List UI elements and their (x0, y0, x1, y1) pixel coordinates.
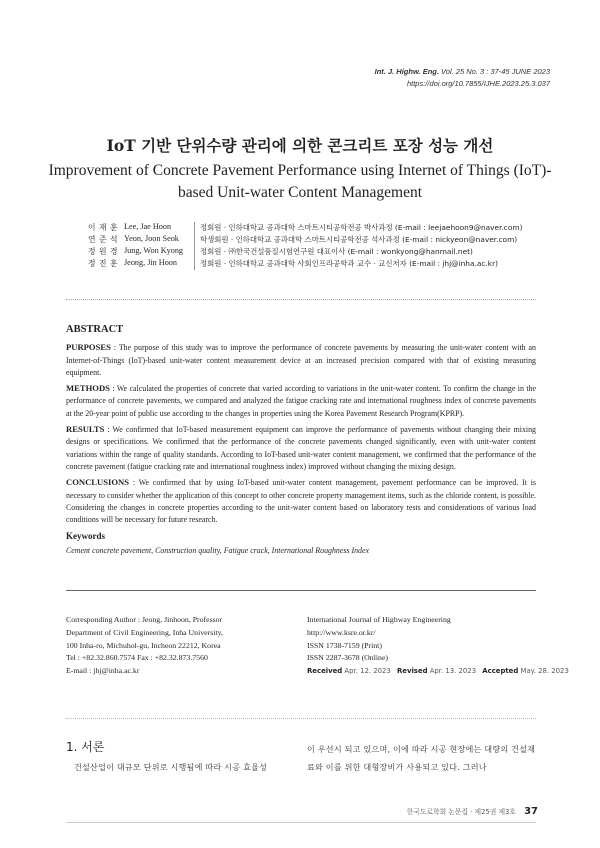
journal-citation (375, 67, 550, 76)
body-divider (66, 718, 536, 719)
conclusions-text: : We confirmed that by using IoT-based unit-water content management, pavement performance can be improved. It is necessary to consider whether the application of this concept to other concrete property management items, such as the chloride content, is possible. Considering the changes in concrete properties according to the unit-water content based on laboratory tests and considerations of various load conditions will be necessary for future research. (66, 478, 536, 525)
korean-title: IoT 기반 단위수량 관리에 의한 콘크리트 포장 성능 개선 (106, 136, 494, 155)
author-name-korean: 연 준 석 (88, 235, 119, 244)
corresponding-email[interactable]: E-mail : jhj@inha.ac.kr (66, 666, 140, 676)
issn-print: ISSN 1738-7159 (Print) (307, 640, 382, 650)
author-row (60, 234, 540, 246)
author-list (60, 222, 540, 270)
author-affiliation: 학생회원 · 인하대학교 공과대학 스마트시티공학전공 석사과정 (E-mail : nickyeon@naver.com) (200, 235, 518, 244)
volume-info: Vol. 25 No. 3 : 37-45 JUNE 2023 (441, 67, 550, 76)
author-row (60, 246, 540, 258)
author-name-english: Yeon, Joon Seok (124, 234, 179, 243)
abstract-section (66, 324, 536, 560)
conclusions-label: CONCLUSIONS (66, 477, 130, 488)
author-row (60, 222, 540, 234)
page-footer (407, 806, 538, 817)
abstract-methods (66, 382, 536, 420)
body-text-right: 이 우선시 되고 있으며, 이에 따라 시공 현장에는 대량의 건설재료와 이를 위한 대형장비가 사용되고 있다. 그러나 (307, 744, 536, 772)
issn-online: ISSN 2287-3678 (Online) (307, 653, 388, 663)
abstract-results (66, 423, 536, 473)
department: Department of Civil Engineering, Inha University, (66, 627, 223, 637)
abstract-purposes (66, 341, 536, 379)
author-row (60, 258, 540, 270)
results-text: : We confirmed that IoT-based measurement equipment can improve the performance of pavements without changing their mixing designs or specifications. We confirmed that the performance of the concrete pavements changed significantly, even with unit-water content variations within the range of quality standards. According to IoT-based unit-water content management, we confirmed that the performance of the concrete pavement (fatigue cracking rate and international roughness index) improved without changing the mixing design. (66, 425, 536, 471)
author-affiliation: 정회원 · 인하대학교 공과대학 사회인프라공학과 교수 · 교신저자 (E-mail : jhj@inha.ac.kr) (200, 259, 498, 268)
author-name-english: Lee, Jae Hoon (124, 222, 172, 231)
revised-label: Revised (396, 667, 428, 676)
abstract-conclusions (66, 476, 536, 526)
section-heading: 1. 서론 (66, 740, 105, 754)
submission-dates (307, 665, 569, 678)
corresponding-author-block (66, 614, 296, 678)
footer-rule (66, 822, 536, 823)
purposes-label: PURPOSES (66, 342, 111, 353)
received-date: Apr. 12. 2023 (344, 667, 391, 676)
abstract-heading: ABSTRACT (66, 324, 124, 335)
journal-url[interactable]: http://www.ksre.or.kr/ (307, 627, 376, 637)
accepted-date: May. 28. 2023 (520, 667, 569, 676)
received-label: Received (307, 667, 343, 676)
author-name-korean: 정 진 훈 (88, 259, 119, 268)
footer-journal: 한국도로학회 논문집 · 제25권 제3호 (406, 808, 516, 816)
author-name-korean: 정 원 경 (88, 247, 119, 256)
purposes-text: : The purpose of this study was to improve the performance of concrete pavements by measuring the unit-water content with an Internet-of-Things (IoT)-based unit-water content measurement device at an increased precision compared with that of existing measuring equipment. (66, 343, 536, 377)
english-title: Improvement of Concrete Pavement Performance using Internet of Things (IoT)-based Unit-water Content Management (48, 162, 552, 201)
author-affiliation: 정회원 · 인하대학교 공과대학 스마트시티공학전공 박사과정 (E-mail : leejaehoon9@naver.com) (200, 223, 523, 232)
journal-abbreviation: Int. J. Highw. Eng. (374, 67, 439, 76)
journal-info-block (307, 614, 569, 678)
accepted-label: Accepted (482, 667, 519, 676)
address: 100 Inha-ro, Michuhol-gu, Incheon 22212, Korea (66, 640, 221, 650)
journal-name: International Journal of Highway Engineering (307, 615, 451, 624)
author-name-english: Jung, Won Kyong (124, 246, 184, 255)
methods-text: : We calculated the properties of concrete that varied according to variations in the unit-water content. To confirm the change in the performance of concrete pavements, we compared and analyzed the fatigue cracking rate and international roughness index of concrete pavements at the 20-year point of public use according to the changes in properties using the Korea Pavement Research Program(KPRP). (66, 384, 536, 418)
corresponding-author: Corresponding Author : Jeong, Jinhoon, Professor (66, 615, 223, 624)
revised-date: Apr. 13. 2023 (429, 667, 477, 676)
phone-fax: Tel : +82.32.860.7574 Fax : +82.32.873.7560 (66, 653, 208, 663)
footnote-divider (66, 590, 536, 591)
author-affiliation: 정회원 · ㈜한국건설품질시험연구원 대표이사 (E-mail : wonkyong@hanmail.net) (200, 247, 473, 256)
body-text-left: 건설산업이 대규모 단위로 시행됨에 따라 시공 효율성 (74, 762, 268, 772)
results-label: RESULTS (66, 424, 105, 435)
methods-label: METHODS (66, 383, 110, 394)
keywords-heading: Keywords (66, 531, 105, 542)
author-name-english: Jeong, Jin Hoon (124, 258, 177, 267)
section-divider (66, 299, 536, 300)
page-number: 37 (524, 806, 538, 817)
keywords-list: Cement concrete pavement, Construction quality, Fatigue crack, International Roughness Index (66, 545, 369, 555)
author-name-korean: 이 재 훈 (88, 223, 119, 232)
doi-link[interactable]: https://doi.org/10.7855/IJHE.2023.25.3.037 (406, 79, 550, 88)
